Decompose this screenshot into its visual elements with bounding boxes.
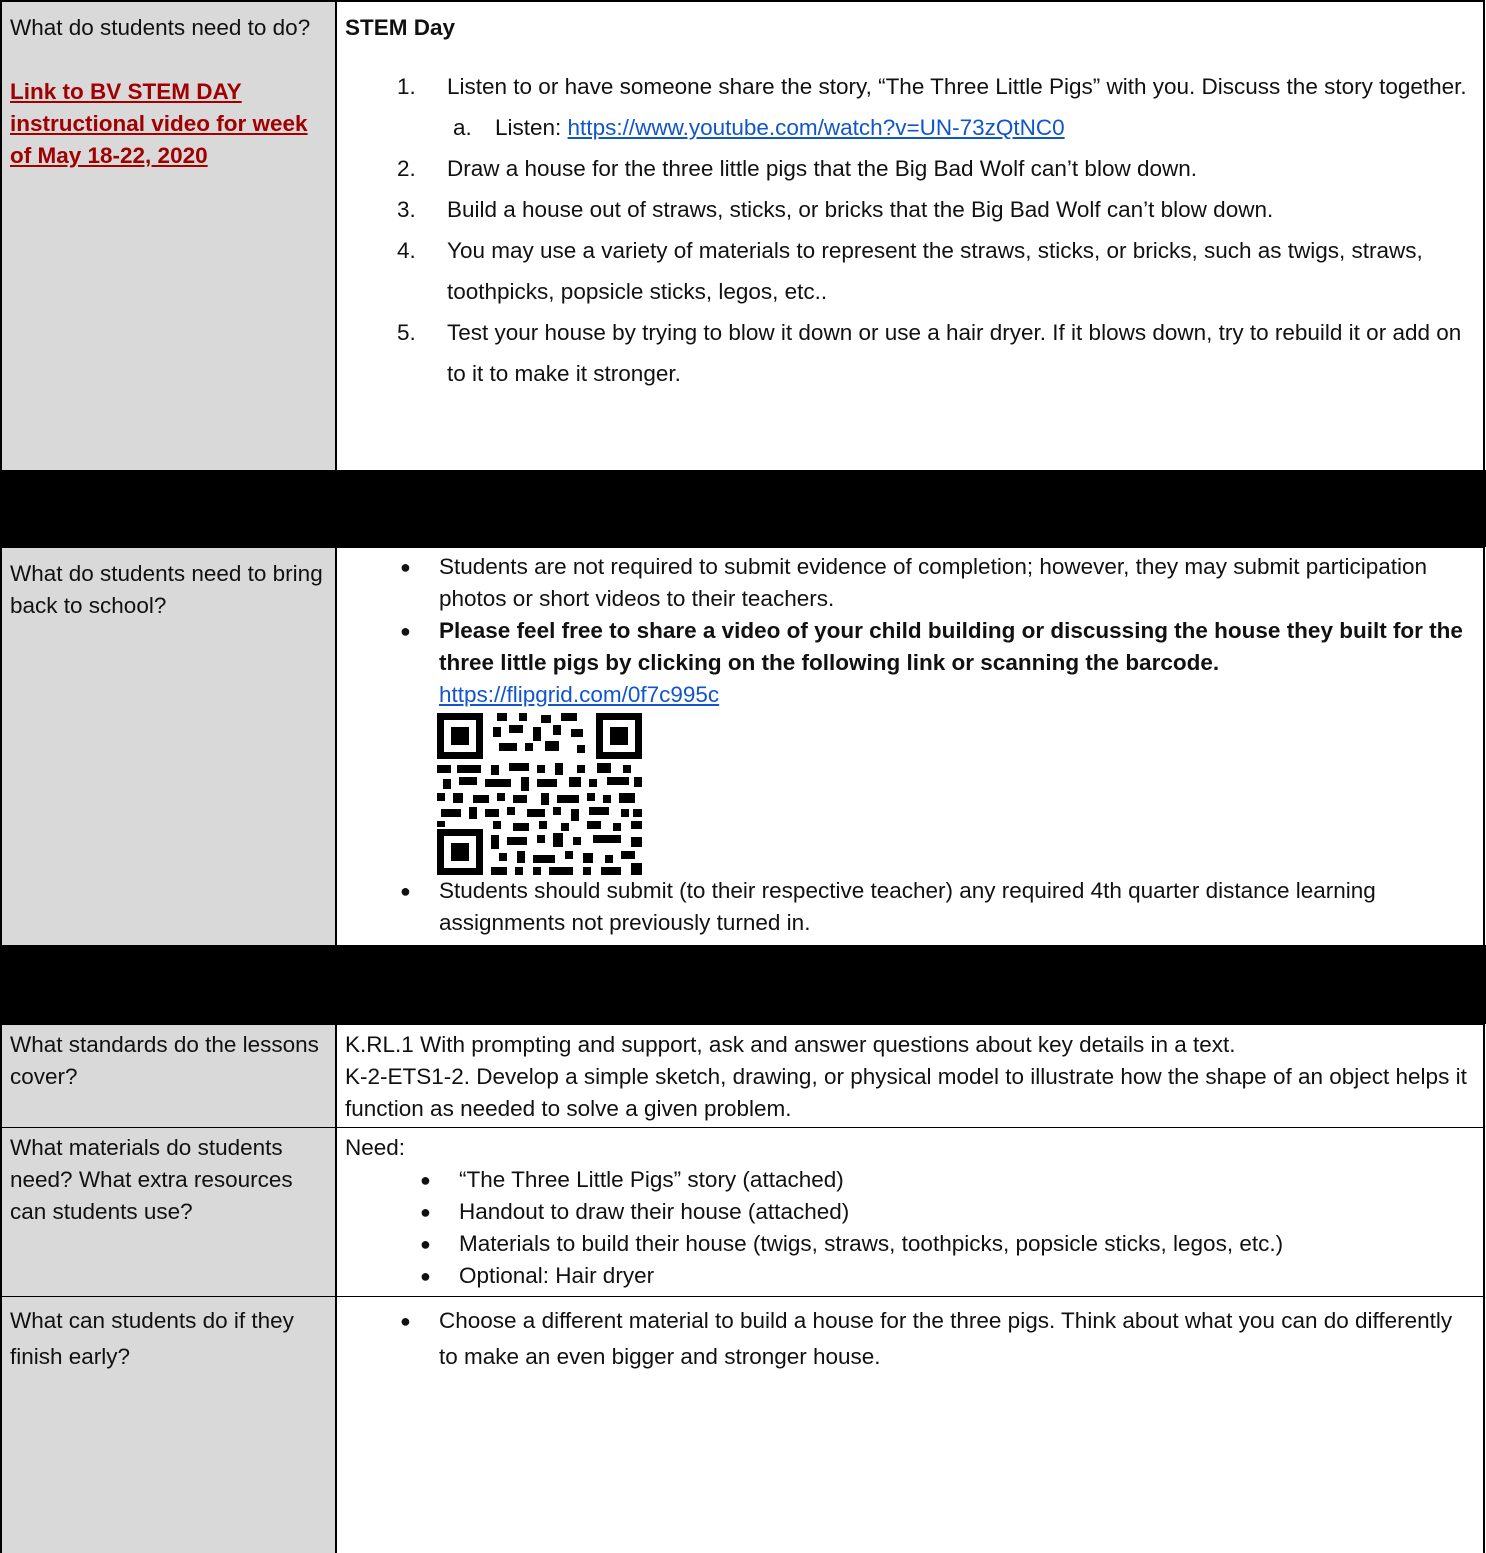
step-number: 5. <box>397 320 416 345</box>
need-label: Need: <box>345 1135 406 1160</box>
step-text: You may use a variety of materials to represent the straws, sticks, or bricks, such as twigs, straws, toothpicks, popsicle sticks, legos, etc.. <box>447 238 1423 304</box>
youtube-link[interactable]: https://www.youtube.com/watch?v=UN-73zQtNC0 <box>567 115 1065 140</box>
bullet-icon: ● <box>400 557 411 577</box>
step-number: 3. <box>397 197 416 222</box>
row-content-cell <box>337 1025 1483 1127</box>
question-bring-back: What do students need to bring back to school? <box>10 561 323 618</box>
row-finish-early <box>0 1296 1485 1553</box>
bullet-item <box>345 1164 1471 1196</box>
bullet-item <box>345 1228 1471 1260</box>
step-text: Build a house out of straws, sticks, or bricks that the Big Bad Wolf can’t blow down. <box>447 197 1274 222</box>
bullet-text: Students are not required to submit evidence of completion; however, they may submit participation photos or short videos to their teachers. <box>439 554 1428 611</box>
row-label-cell <box>2 548 337 945</box>
bullet-icon: ● <box>400 621 411 641</box>
standard-kr11: K.RL.1 With prompting and support, ask and answer questions about key details in a text. <box>345 1032 1236 1057</box>
row-content-cell <box>337 1297 1483 1553</box>
bullet-icon: ● <box>420 1234 431 1254</box>
bullet-text: Please feel free to share a video of your child building or discussing the house they built for the three little pigs by clicking on the following link or scanning the barcode. <box>439 618 1463 675</box>
step-item <box>345 312 1471 394</box>
row-bring-back <box>0 547 1485 945</box>
row-content-cell <box>337 2 1483 470</box>
bullet-text: Materials to build their house (twigs, straws, toothpicks, popsicle sticks, legos, etc.) <box>459 1231 1284 1256</box>
bullet-text: Students should submit (to their respective teacher) any required 4th quarter distance learning assignments not previously turned in. <box>439 878 1376 935</box>
question-what-to-do: What do students need to do? <box>10 15 311 40</box>
step-number: 1. <box>397 74 416 99</box>
bullet-text: Choose a different material to build a house for the three pigs. Think about what you can do differently to make an even bigger and stronger house. <box>439 1308 1453 1369</box>
step-item <box>345 66 1471 107</box>
row-label-cell <box>2 1128 337 1296</box>
step-number: 4. <box>397 238 416 263</box>
bullet-item <box>345 1260 1471 1292</box>
flipgrid-link-line <box>345 679 1471 711</box>
row-label-cell <box>2 1025 337 1127</box>
row-materials <box>0 1127 1485 1296</box>
step-text: Listen to or have someone share the story, “The Three Little Pigs” with you. Discuss the story together. <box>447 74 1467 99</box>
sub-step-item <box>345 107 1471 148</box>
standard-ets1-2: K-2-ETS1-2. Develop a simple sketch, drawing, or physical model to illustrate how the shape of an object helps it function as needed to solve a given problem. <box>345 1064 1467 1121</box>
stem-day-heading: STEM Day <box>345 15 456 40</box>
bullet-icon: ● <box>420 1170 431 1190</box>
steps-list <box>345 66 1471 394</box>
bullet-icon: ● <box>400 881 411 901</box>
bullet-text: “The Three Little Pigs” story (attached) <box>459 1167 844 1192</box>
qr-code-image[interactable] <box>437 713 642 875</box>
row-standards <box>0 1024 1485 1127</box>
black-divider-bar <box>0 945 1486 1024</box>
row-what-to-do <box>0 0 1485 470</box>
row-label-cell <box>2 2 337 470</box>
sub-step-marker: a. <box>453 115 472 140</box>
row-label-cell <box>2 1297 337 1553</box>
question-finish-early: What can students do if they finish early? <box>10 1308 294 1369</box>
flipgrid-link[interactable]: https://flipgrid.com/0f7c995c <box>439 682 720 707</box>
step-item <box>345 230 1471 312</box>
question-materials: What materials do students need? What extra resources can students use? <box>10 1135 293 1224</box>
bullet-text: Optional: Hair dryer <box>459 1263 655 1288</box>
black-divider-bar <box>0 470 1486 547</box>
bullet-icon: ● <box>420 1266 431 1286</box>
step-item <box>345 148 1471 189</box>
stem-video-link[interactable]: Link to BV STEM DAY instructional video for week of May 18-22, 2020 <box>10 79 308 168</box>
row-content-cell <box>337 548 1483 945</box>
question-standards: What standards do the lessons cover? <box>10 1032 319 1089</box>
bullet-item <box>345 875 1471 939</box>
bullet-item <box>345 1303 1471 1375</box>
bullet-text: Handout to draw their house (attached) <box>459 1199 850 1224</box>
step-number: 2. <box>397 156 416 181</box>
bullet-item <box>345 1196 1471 1228</box>
step-text: Test your house by trying to blow it down or use a hair dryer. If it blows down, try to rebuild it or add on to it to make it stronger. <box>447 320 1462 386</box>
sub-step-label: Listen: <box>495 115 568 140</box>
bullet-icon: ● <box>420 1202 431 1222</box>
step-text: Draw a house for the three little pigs that the Big Bad Wolf can’t blow down. <box>447 156 1197 181</box>
bullet-item <box>345 551 1471 615</box>
step-item <box>345 189 1471 230</box>
row-content-cell <box>337 1128 1483 1296</box>
bullet-icon: ● <box>400 1311 411 1331</box>
bullet-item <box>345 615 1471 679</box>
